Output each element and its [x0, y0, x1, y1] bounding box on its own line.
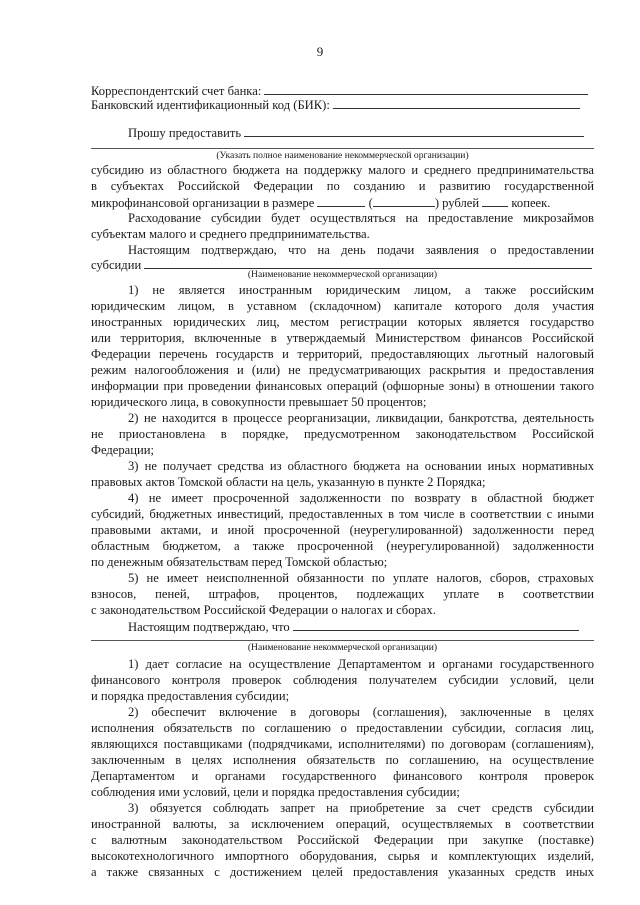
amount-words-field[interactable]	[373, 194, 435, 207]
text-line: иностранной валюты, за исключением операций, осуществляемых в соответствии	[91, 817, 594, 831]
text-line: соблюдения ими условий, цели и порядка предоставления субсидии;	[91, 785, 460, 799]
bik-line: Банковский идентификационный код (БИК):	[91, 96, 594, 113]
request-line: Прошу предоставить	[128, 124, 594, 141]
text-line: а также связанных с достижением целей предоставления указанных средств иных	[91, 865, 594, 879]
organization-name-continuation-line	[91, 148, 594, 149]
text-line: с законодательством Российской Федерации о налогах и сборах.	[91, 603, 436, 617]
recipient-name-field[interactable]	[144, 256, 592, 269]
text-line: или территория, включенные в утверждаемый Министерством финансов Российской	[91, 331, 594, 345]
subsidy-amount-line: микрофинансовой организации в размере ( ) рублей копеек.	[91, 196, 551, 210]
amount-number-field[interactable]	[317, 194, 365, 207]
text-line: юридического лица, в совокупности превышает 50 процентов;	[91, 395, 427, 409]
text-line: финансового контроля проверок соблюдения получателем субсидии условий, цели	[91, 673, 594, 687]
text-line: являющихся поставщиками (подрядчиками, исполнителями) по договорам (соглашениям),	[91, 737, 594, 751]
subsidy-recipient-line: субсидии	[91, 256, 594, 273]
text-line: областным бюджетом, а также просроченной (неурегулированной) задолженности	[91, 539, 594, 553]
list-item-1: 1) не является иностранным юридическим лицом, а также российским	[128, 283, 594, 297]
confirming-organization-field[interactable]	[293, 618, 579, 631]
consent-item-2: 2) обеспечит включение в договоры (соглашения), заключенные в целях	[128, 705, 594, 719]
list-item-4: 4) не имеет просроченной задолженности по возврату в областной бюджет	[128, 491, 594, 505]
text-line: Федерации;	[91, 443, 154, 457]
text-line: иностранных юридических лиц, местом регистрации которых является государство	[91, 315, 594, 329]
caption-organization-full-name: (Указать полное наименование некоммерческой организации)	[216, 150, 469, 161]
organization-continuation-line	[91, 640, 594, 641]
kopecks-field[interactable]	[482, 194, 508, 207]
text-line: правовых актов Томской области на цель, указанную в пункте 2 Порядка;	[91, 475, 486, 489]
confirmation-line: Настоящим подтверждаю, что	[128, 618, 594, 635]
text-line: в субъектах Российской Федерации по созданию и развитию государственной	[91, 179, 594, 193]
text-line: юридическим лицом, в уставном (складочном) капитале которого доля участия	[91, 299, 594, 313]
list-item-3: 3) не получает средства из областного бюджета на основании иных нормативных	[128, 459, 594, 473]
page-number: 9	[316, 44, 324, 59]
text-line: режим налогообложения и (или) не предусматривающих раскрытия и предоставления	[91, 363, 594, 377]
text-line: высокотехнологичного импортного оборудования, сырья и комплектующих изделий,	[91, 849, 594, 863]
text-line: с валютным законодательством Российской Федерации при закупке (поставке)	[91, 833, 594, 847]
list-item-5: 5) не имеет неисполненной обязанности по уплате налогов, сборов, страховых	[128, 571, 594, 585]
text-line: Департаментом и органами государственного финансового контроля проверок	[91, 769, 594, 783]
text-line: субсидий, бюджетных инвестиций, предоставленных в том числе в соответствии с иными	[91, 507, 594, 521]
text-line: субъектам малого и среднего предпринимательства.	[91, 227, 370, 241]
caption-organization-name: (Наименование некоммерческой организации)	[247, 642, 438, 653]
text-line: информации при проведении финансовых операций (офшорные зоны) в отношении такого	[91, 379, 594, 393]
text-line: Расходование субсидии будет осуществляться на предоставление микрозаймов	[128, 211, 594, 225]
correspondent-account-field[interactable]	[264, 82, 588, 95]
list-item-2: 2) не находится в процессе реорганизации, ликвидации, банкротства, деятельность	[128, 411, 594, 425]
text-line: субсидию из областного бюджета на поддержку малого и среднего предпринимательства	[91, 163, 594, 177]
text-line: и порядка предоставления субсидии;	[91, 689, 290, 703]
text-line: не приостановлена в порядке, предусмотренном законодательством Российской	[91, 427, 594, 441]
text-line: Федерации перечень государств и территорий, предоставляющих льготный налоговый	[91, 347, 594, 361]
organization-name-field[interactable]	[244, 124, 584, 137]
correspondent-account-line: Корреспондентский счет банка:	[91, 82, 594, 99]
caption-organization-name: (Наименование некоммерческой организации)	[247, 269, 438, 280]
text-line: исполнения обязательств по соглашению о предоставлении субсидии, согласия лиц,	[91, 721, 594, 735]
text-line: правовыми актами, и иной просроченной (неурегулированной) задолженности перед	[91, 523, 594, 537]
text-line: по денежным обязательствам перед Томской областью;	[91, 555, 388, 569]
bik-field[interactable]	[333, 96, 580, 109]
consent-item-1: 1) дает согласие на осуществление Департаментом и органами государственного	[128, 657, 594, 671]
text-line: Настоящим подтверждаю, что на день подачи заявления о предоставлении	[128, 243, 594, 257]
text-line: взносов, пеней, штрафов, процентов, подлежащих уплате в соответствии	[91, 587, 594, 601]
consent-item-3: 3) обязуется соблюдать запрет на приобретение за счет средств субсидии	[128, 801, 594, 815]
text-line: заключенным в целях исполнения обязательств по соглашению, на осуществление	[91, 753, 594, 767]
